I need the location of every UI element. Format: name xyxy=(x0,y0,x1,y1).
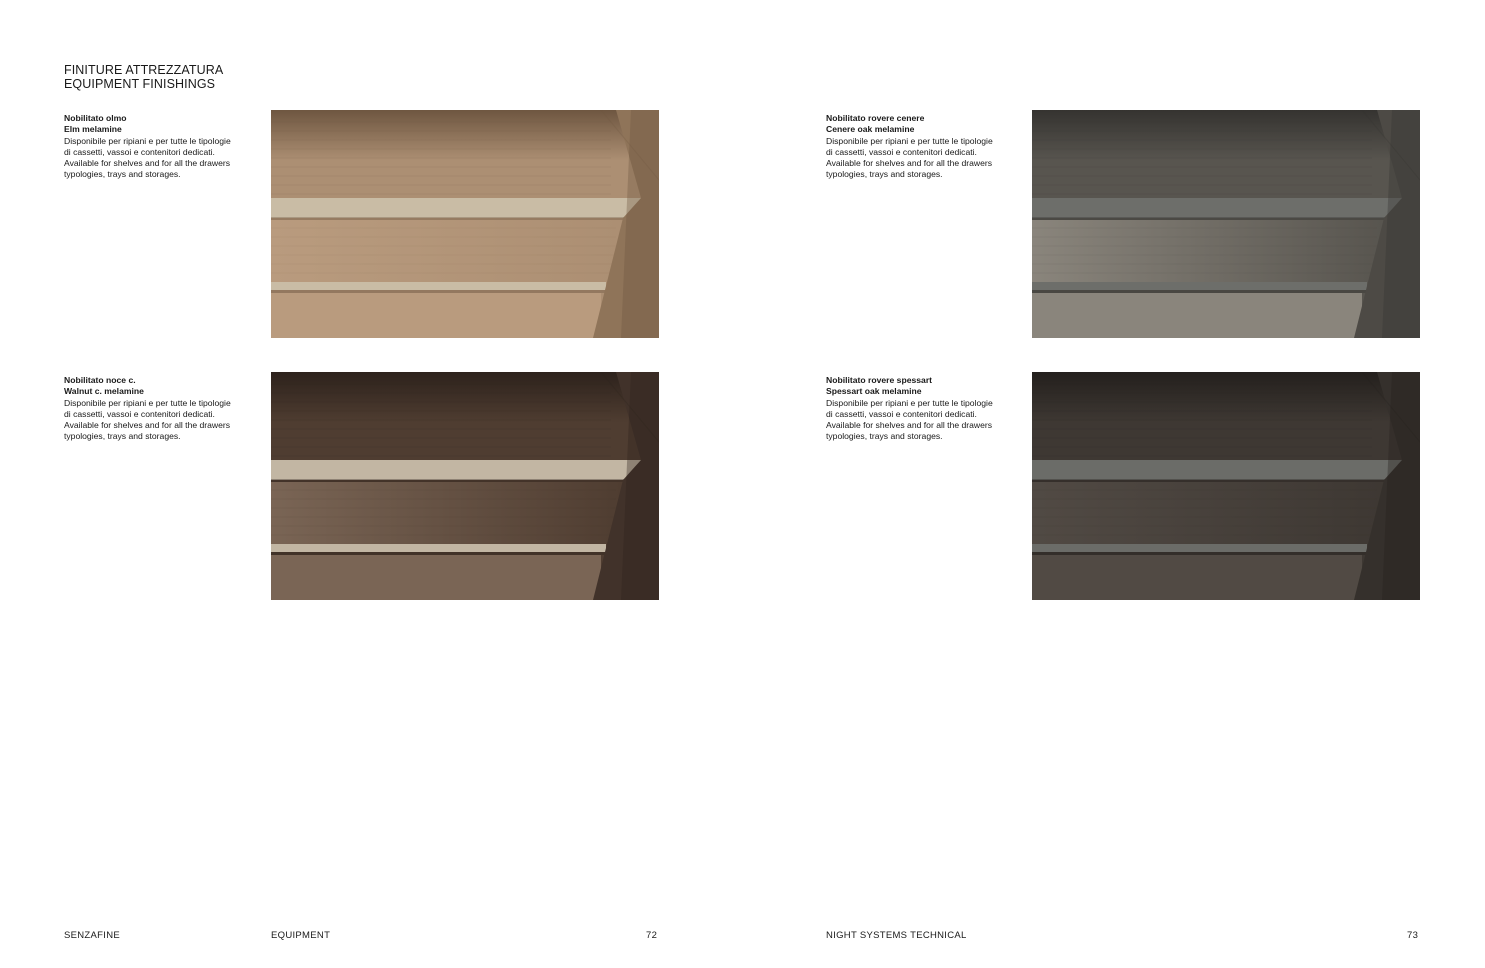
finish-description-elm xyxy=(64,113,254,181)
finish-name-english: Elm melamine xyxy=(64,124,122,135)
finish-name-english: Walnut c. melamine xyxy=(64,386,144,397)
footer-section-right: NIGHT SYSTEMS TECHNICAL xyxy=(826,930,967,941)
finish-description-walnut xyxy=(64,375,254,443)
finish-swatch-spessart-oak xyxy=(1032,372,1420,600)
page-title xyxy=(64,63,223,91)
finish-name-english: Cenere oak melamine xyxy=(826,124,915,135)
finish-availability-text: Disponibile per ripiani e per tutte le tipologie di cassetti, vassoi e contenitori dedicati. Available for shelves and for all the drawers typologies, trays and storages. xyxy=(64,397,231,442)
finish-name-italian: Nobilitato noce c. xyxy=(64,375,136,385)
finish-availability-text: Disponibile per ripiani e per tutte le tipologie di cassetti, vassoi e contenitori dedicati. Available for shelves and for all the drawers typologies, trays and storages. xyxy=(826,397,993,442)
footer-page-number-right: 73 xyxy=(1407,930,1419,941)
finish-swatch-cenere-oak xyxy=(1032,110,1420,338)
footer-page-number-left: 72 xyxy=(646,930,658,941)
finish-swatch-walnut xyxy=(271,372,659,600)
finish-availability-text: Disponibile per ripiani e per tutte le tipologie di cassetti, vassoi e contenitori dedicati. Available for shelves and for all the drawers typologies, trays and storages. xyxy=(64,135,231,180)
footer-brand: SENZAFINE xyxy=(64,930,121,941)
finish-description-cenere-oak xyxy=(826,113,1016,181)
finish-description-spessart-oak xyxy=(826,375,1016,443)
finish-availability-text: Disponibile per ripiani e per tutte le tipologie di cassetti, vassoi e contenitori dedicati. Available for shelves and for all the drawers typologies, trays and storages. xyxy=(826,135,993,180)
finish-name-italian: Nobilitato rovere cenere xyxy=(826,113,925,123)
finish-name-english: Spessart oak melamine xyxy=(826,386,922,397)
page-title-english: EQUIPMENT FINISHINGS xyxy=(64,77,216,91)
footer-section-left: EQUIPMENT xyxy=(271,930,331,941)
finish-name-italian: Nobilitato olmo xyxy=(64,113,127,123)
finish-swatch-elm xyxy=(271,110,659,338)
page-title-italian: FINITURE ATTREZZATURA xyxy=(64,63,224,77)
finish-name-italian: Nobilitato rovere spessart xyxy=(826,375,933,385)
